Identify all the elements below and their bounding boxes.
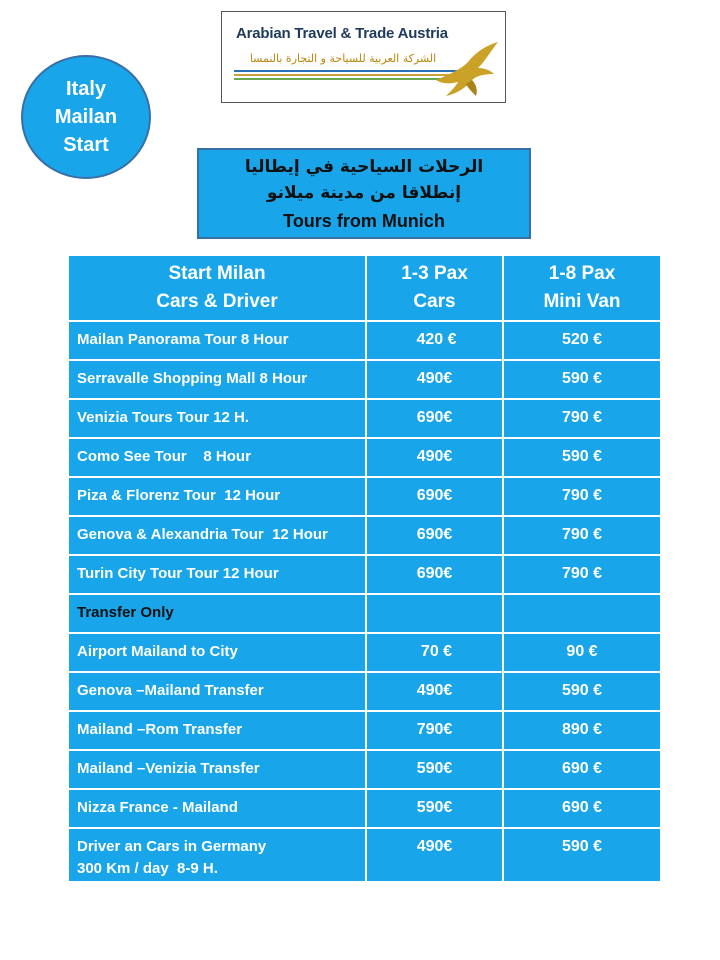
- price-van: [503, 555, 661, 594]
- price-value: 590 €: [561, 682, 603, 699]
- price-cars: [366, 633, 503, 672]
- table-row: [68, 789, 661, 828]
- table-row: [68, 672, 661, 711]
- header-line: 1-3 Pax: [401, 263, 468, 284]
- table-header-row: [68, 255, 661, 321]
- transfer-name: Nizza France - Mailand: [68, 789, 366, 828]
- price-van: [503, 789, 661, 828]
- price-van: [503, 399, 661, 438]
- header-line: 1-8 Pax: [548, 263, 616, 284]
- page-title-box: [197, 148, 531, 239]
- tour-name: Mailan Panorama Tour 8 Hour: [68, 321, 366, 360]
- header-line: Cars: [413, 291, 456, 312]
- price-value: 590 €: [561, 448, 603, 465]
- table-row: [68, 516, 661, 555]
- price-value: 590 €: [561, 838, 603, 855]
- price-value: 790 €: [561, 526, 603, 543]
- price-value: 690€: [416, 526, 453, 543]
- header-start-milan: [68, 255, 366, 321]
- tour-name: Venizia Tours Tour 12 H.: [68, 399, 366, 438]
- driver-line-2: 300 Km / day 8-9 H.: [77, 860, 218, 877]
- price-van: [503, 438, 661, 477]
- price-value: 590€: [416, 799, 453, 816]
- price-van: [503, 321, 661, 360]
- price-cars: [366, 399, 503, 438]
- price-value: 490€: [416, 370, 453, 387]
- table-row: [68, 360, 661, 399]
- header-line: Start Milan: [168, 263, 266, 284]
- price-van: [503, 828, 661, 882]
- header-cars: [366, 255, 503, 321]
- table-row: [68, 711, 661, 750]
- header-mini-van: [503, 255, 661, 321]
- price-value: 790€: [416, 721, 453, 738]
- header-line: Cars & Driver: [156, 291, 278, 312]
- price-value: 490€: [416, 682, 453, 699]
- price-value: 490€: [416, 448, 453, 465]
- price-van: [503, 516, 661, 555]
- tour-name: Turin City Tour Tour 12 Hour: [68, 555, 366, 594]
- price-cars: [366, 789, 503, 828]
- price-cars: [366, 594, 503, 633]
- table-row: [68, 633, 661, 672]
- price-value: 690€: [416, 565, 453, 582]
- logo-stripe: [234, 70, 464, 72]
- driver-germany: [68, 828, 366, 882]
- company-logo: [221, 11, 506, 103]
- price-van: [503, 594, 661, 633]
- driver-line-1: Driver an Cars in Germany: [77, 838, 267, 855]
- price-cars: [366, 321, 503, 360]
- badge-line: Mailan: [54, 106, 118, 128]
- price-van: [503, 360, 661, 399]
- price-value: 490€: [416, 838, 453, 855]
- table-row: [68, 750, 661, 789]
- price-value: 420 €: [416, 331, 457, 348]
- price-value: 690€: [416, 409, 453, 426]
- transfer-name: Airport Mailand to City: [68, 633, 366, 672]
- price-cars: [366, 828, 503, 882]
- tour-name: Serravalle Shopping Mall 8 Hour: [68, 360, 366, 399]
- price-value: 70 €: [420, 643, 453, 660]
- table-row: [68, 438, 661, 477]
- logo-stripe: [234, 74, 464, 76]
- price-cars: [366, 711, 503, 750]
- table-row: [68, 321, 661, 360]
- table-row: [68, 555, 661, 594]
- price-cars: [366, 516, 503, 555]
- tour-name: Piza & Florenz Tour 12 Hour: [68, 477, 366, 516]
- badge-line: Italy: [65, 78, 107, 100]
- logo-title: Arabian Travel & Trade Austria: [236, 25, 448, 42]
- price-value: 90 €: [566, 643, 598, 660]
- table-row-section: [68, 594, 661, 633]
- price-value: 790 €: [561, 487, 603, 504]
- price-van: [503, 633, 661, 672]
- price-table: [67, 254, 662, 883]
- price-cars: [366, 672, 503, 711]
- price-van: [503, 672, 661, 711]
- table-row: [68, 399, 661, 438]
- table-row: [68, 477, 661, 516]
- price-value: 520 €: [561, 331, 603, 348]
- price-cars: [366, 438, 503, 477]
- badge-line: Start: [63, 134, 109, 156]
- title-arabic-line-1: الرحلات السياحية في إيطاليا: [244, 157, 484, 177]
- falcon-icon: [432, 40, 504, 98]
- title-arabic-line-2: إنطلاقا من مدينة ميلانو: [266, 183, 462, 203]
- transfer-name: Mailand –Venizia Transfer: [68, 750, 366, 789]
- price-cars: [366, 360, 503, 399]
- price-value: 690 €: [561, 760, 603, 777]
- price-value: 590€: [416, 760, 453, 777]
- transfer-name: Genova –Mailand Transfer: [68, 672, 366, 711]
- table-row: [68, 828, 661, 882]
- price-cars: [366, 477, 503, 516]
- tour-name: Como See Tour 8 Hour: [68, 438, 366, 477]
- logo-stripe: [234, 78, 464, 80]
- price-cars: [366, 750, 503, 789]
- price-van: [503, 750, 661, 789]
- title-english: Tours from Munich: [283, 211, 445, 231]
- price-value: 590 €: [561, 370, 603, 387]
- price-van: [503, 711, 661, 750]
- transfer-name: Mailand –Rom Transfer: [68, 711, 366, 750]
- price-value: 690€: [416, 487, 453, 504]
- logo-arabic-name: الشركة العربية للسياحة و التجارة بالنمسا: [249, 52, 437, 65]
- header-line: Mini Van: [543, 291, 621, 312]
- price-cars: [366, 555, 503, 594]
- section-transfer-only: Transfer Only: [68, 594, 366, 633]
- price-value: 890 €: [561, 721, 603, 738]
- italy-mailan-start-badge: [21, 55, 151, 179]
- price-value: 690 €: [561, 799, 603, 816]
- tour-name: Genova & Alexandria Tour 12 Hour: [68, 516, 366, 555]
- price-van: [503, 477, 661, 516]
- price-value: 790 €: [561, 565, 603, 582]
- price-value: 790 €: [561, 409, 603, 426]
